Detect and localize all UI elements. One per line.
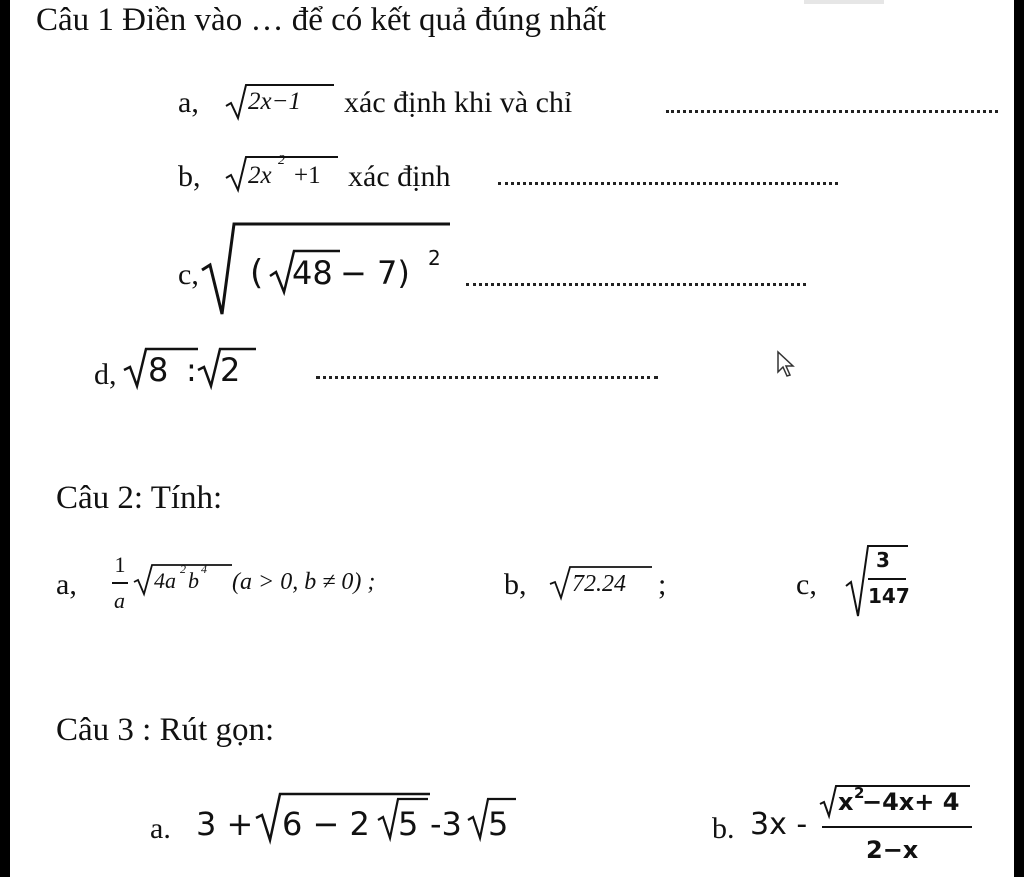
fraction-bar [112,582,128,584]
q3a-label: a. [150,812,171,845]
q1d-left-radicand: 8 [148,351,169,389]
q3b-label: b. [712,812,735,845]
q1b-text: xác định [348,160,451,193]
q1c-label: c, [178,258,199,291]
q3b-numerator-exponent: 2 [854,784,865,802]
q2b-semicolon: ; [658,568,667,601]
q3a-inner-radicand: 5 [398,805,419,843]
q1a-radicand: 2x−1 [248,88,301,115]
q3b-numerator-rest: −4x+ 4 [862,788,960,816]
q1c-rest: − 7) [340,254,410,292]
q2a-denominator: a [114,588,125,613]
question-2-title: Câu 2: Tính: [56,480,223,516]
q2a-radicand-b: b [188,568,199,593]
q3a-last-radicand: 5 [488,805,509,843]
q1a-text: xác định khi và chỉ [344,86,573,119]
q1a-answer-blank[interactable] [666,110,998,113]
q2c-numerator: 3 [876,548,890,572]
top-strip [804,0,884,4]
q2a-radicand-a: 4a [154,568,176,593]
q1b-radicand-rest: +1 [294,162,321,189]
q1d-operator: : [186,351,197,389]
q2a-radicand-b-exponent: 4 [201,562,207,576]
q2b-radicand: 72.24 [572,571,626,597]
q1d-answer-blank[interactable] [316,376,658,379]
q2a-label: a, [56,568,77,601]
q3a-prefix: 3 + [196,805,254,843]
q2a-radicand-a-exponent: 2 [180,562,186,576]
fraction-bar [868,578,906,580]
q2a-fraction [110,552,130,578]
q1b-label: b, [178,160,201,193]
q1b-answer-blank[interactable] [498,182,838,185]
q3b-prefix: 3x - [750,807,808,842]
mouse-cursor-icon [776,350,798,380]
q3a-radicand-left: 6 − 2 [282,805,370,843]
q2b-label: b, [504,568,527,601]
document-page [10,0,1014,877]
q3b-denominator: 2−x [866,836,919,864]
q1d-right-radicand: 2 [220,351,241,389]
q1b-radicand-base: 2x [248,162,272,189]
fraction-bar [822,826,972,828]
question-3-title: Câu 3 : Rút gọn: [56,712,275,748]
q2c-label: c, [796,568,817,601]
q2a-numerator: 1 [114,552,126,577]
q2c-denominator: 147 [868,584,910,608]
q1b-radicand-exponent: 2 [278,153,285,168]
q1c-answer-blank[interactable] [466,283,806,286]
q1a-label: a, [178,86,199,119]
q1c-open-paren: ( [250,253,264,293]
q1c-inner-radicand: 48 [292,254,333,292]
q2a-condition: (a > 0, b ≠ 0) ; [232,569,376,595]
q3b-numerator-radicand: x [838,788,854,816]
question-1-title: Câu 1 Điền vào … để có kết quả đúng nhất [36,2,607,38]
q1d-label: d, [94,358,117,391]
q1c-exponent: 2 [428,246,441,270]
q3a-middle: -3 [430,805,462,843]
